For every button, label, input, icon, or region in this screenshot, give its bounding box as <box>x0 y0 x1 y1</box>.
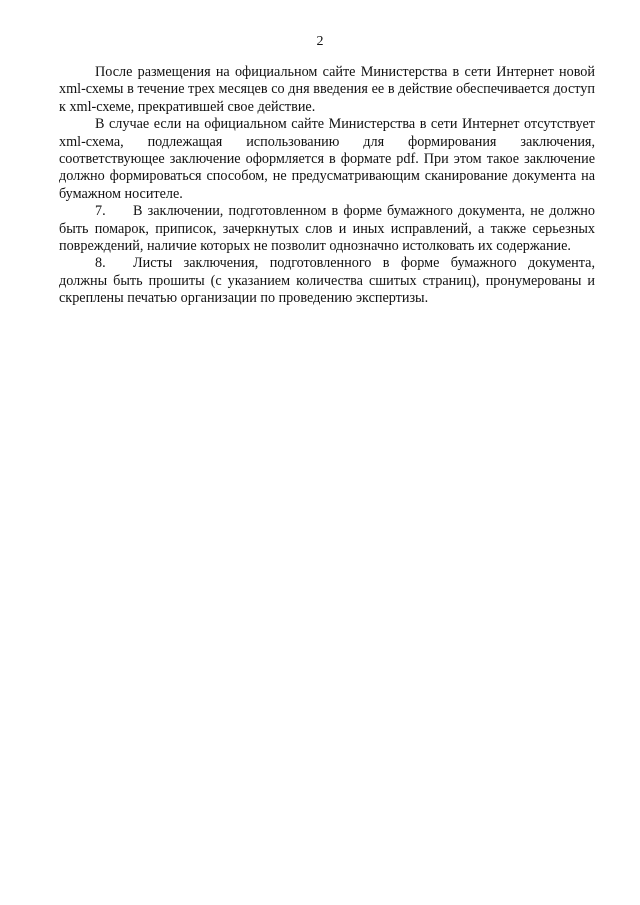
numbered-paragraph <box>59 255 595 307</box>
paragraph <box>59 116 595 203</box>
paragraph <box>59 64 595 116</box>
paragraph-number: 8. <box>95 255 106 272</box>
document-body <box>59 64 595 308</box>
page-number: 2 <box>316 34 324 49</box>
paragraph-text: Листы заключения, подготовленного в форме бумажного документа, должны быть прошиты (с указанием количества сшитых страниц), пронумерованы и скреплены печатью организации по проведению экспертизы. <box>59 255 595 307</box>
numbered-paragraph <box>59 203 595 255</box>
paragraph-text: В случае если на официальном сайте Министерства в сети Интернет отсутствует xml-схема, подлежащая использованию для формирования заключения, соответствующее заключение оформляется в формате pdf. При этом такое заключение должно формироваться способом, не предусматривающим сканирование документа на бумажном носителе. <box>59 116 595 202</box>
paragraph-text: После размещения на официальном сайте Министерства в сети Интернет новой xml-схемы в течение трех месяцев со дня введения ее в действие обеспечивается доступ к xml-схеме, прекратившей свое действие. <box>59 64 595 115</box>
paragraph-text: В заключении, подготовленном в форме бумажного документа, не должно быть помарок, приписок, зачеркнутых слов и иных исправлений, а также серьезных повреждений, наличие которых не позволит однозначно истолковать их содержание. <box>59 203 595 255</box>
paragraph-number: 7. <box>95 203 106 220</box>
